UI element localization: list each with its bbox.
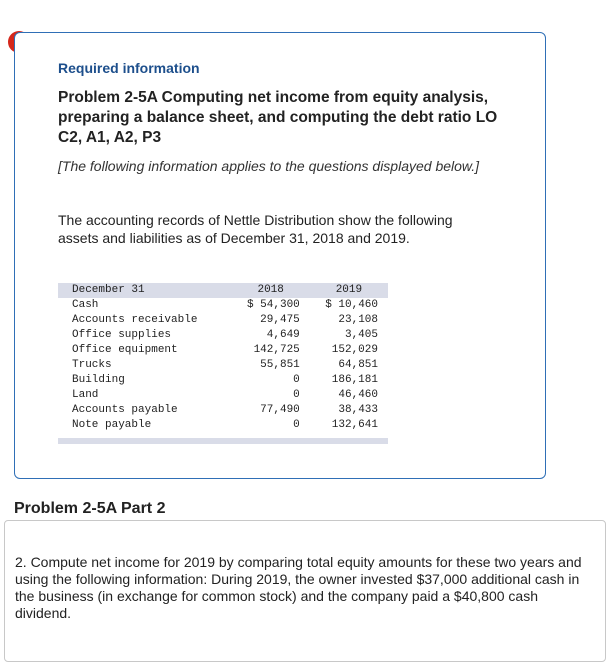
table-row — [58, 388, 388, 403]
value-2019: 152,029 — [331, 344, 378, 356]
problem-title: Problem 2-5A Computing net income from equity analysis, preparing a balance sheet, and computing the debt ratio LO C2, A1, A2, P3 — [58, 89, 498, 146]
table-row — [58, 313, 388, 328]
table-row — [58, 358, 388, 373]
value-2019: 38,433 — [338, 404, 378, 416]
value-2019: 3,405 — [344, 329, 378, 341]
question-panel — [4, 520, 606, 662]
column-header-label: December 31 — [58, 283, 232, 298]
value-2018: 77,490 — [260, 404, 300, 416]
part-heading: Problem 2-5A Part 2 — [14, 500, 166, 517]
value-2019: 23,108 — [338, 314, 378, 326]
required-information-panel — [14, 32, 546, 479]
row-label: Building — [72, 374, 125, 386]
table-row — [58, 373, 388, 388]
question-text: 2. Compute net income for 2019 by comparing total equity amounts for these two years and using the following information: During 2019, the owner invested $37,000 additional cash in the business (in exchange for common stock) and the company paid a $40,800 cash dividend. — [15, 554, 582, 621]
column-header-2018: 2018 — [232, 283, 310, 298]
value-2018: 29,475 — [260, 314, 300, 326]
table-body — [58, 298, 388, 433]
row-label: Cash — [72, 299, 99, 311]
row-label: Office equipment — [72, 344, 178, 356]
table-row — [58, 403, 388, 418]
value-2018: 4,649 — [266, 329, 300, 341]
table-footer-rule — [58, 438, 388, 444]
value-2018: 0 — [293, 419, 300, 431]
value-2019: $ 10,460 — [325, 299, 378, 311]
row-label: Note payable — [72, 419, 152, 431]
table-row — [58, 328, 388, 343]
table-row — [58, 343, 388, 358]
applies-note: [The following information applies to the questions displayed below.] — [58, 158, 480, 174]
table-header-row — [58, 283, 388, 298]
value-2018: 142,725 — [253, 344, 300, 356]
row-label: Accounts payable — [72, 404, 178, 416]
required-information-heading: Required information — [58, 60, 200, 76]
table-row — [58, 298, 388, 313]
value-2018: 55,851 — [260, 359, 300, 371]
column-header-2019: 2019 — [310, 283, 388, 298]
value-2019: 64,851 — [338, 359, 378, 371]
row-label: Land — [72, 389, 99, 401]
assets-liabilities-table — [58, 283, 388, 433]
value-2018: 0 — [293, 389, 300, 401]
table-row — [58, 418, 388, 433]
value-2019: 46,460 — [338, 389, 378, 401]
row-label: Trucks — [72, 359, 112, 371]
row-label: Office supplies — [72, 329, 172, 341]
value-2019: 186,181 — [331, 374, 378, 386]
row-label: Accounts receivable — [72, 314, 198, 326]
value-2019: 132,641 — [331, 419, 378, 431]
value-2018: $ 54,300 — [246, 299, 300, 311]
value-2018: 0 — [293, 374, 300, 386]
intro-paragraph: The accounting records of Nettle Distribution show the following assets and liabilities as of December 31, 2018 and 2019. — [58, 212, 453, 246]
